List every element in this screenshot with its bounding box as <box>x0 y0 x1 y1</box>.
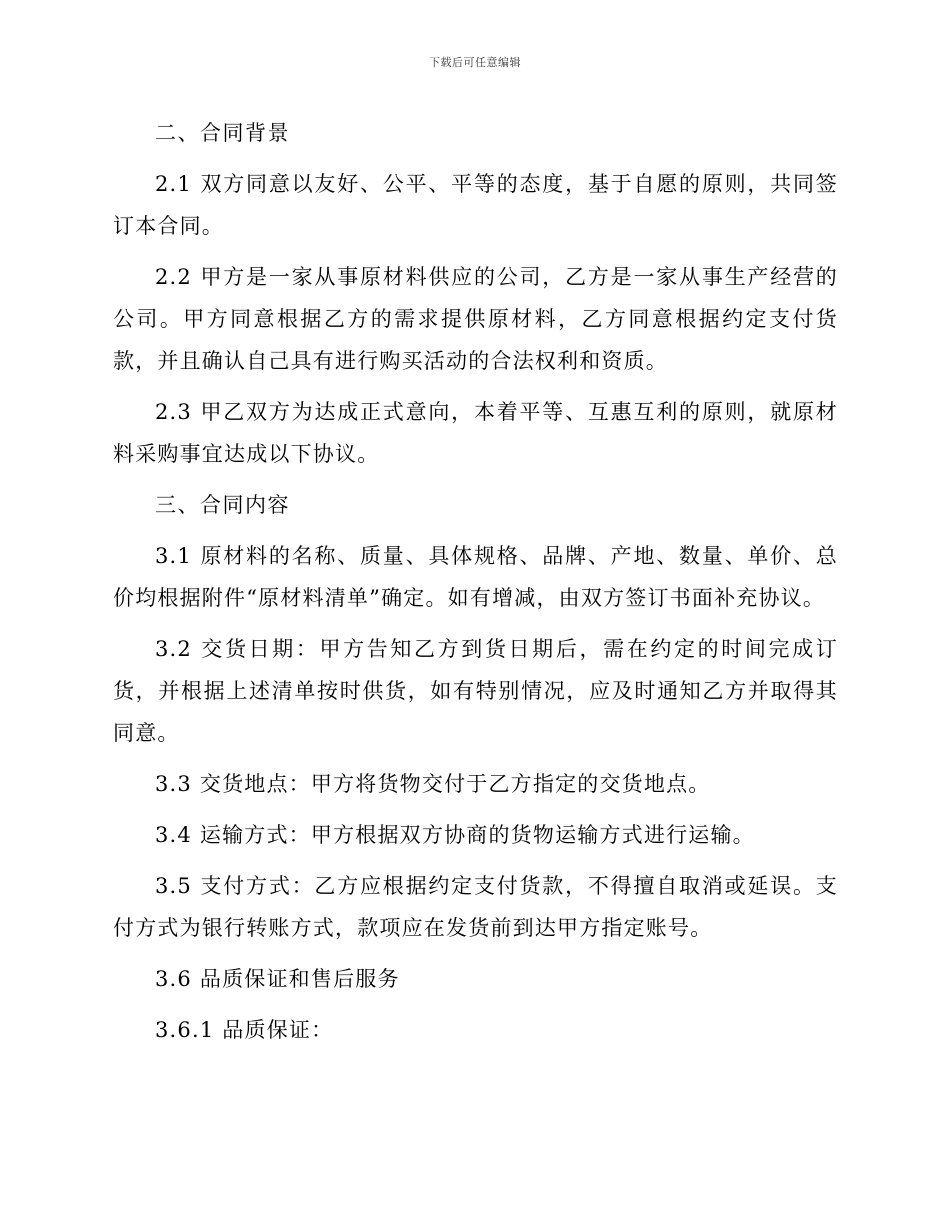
clause-3-6: 3.6 品质保证和售后服务 <box>155 967 400 991</box>
clause-3-4: 3.4 运输方式：甲方根据双方协商的货物运输方式进行运输。 <box>155 823 755 847</box>
clause-3-3: 3.3 交货地点：甲方将货物交付于乙方指定的交货地点。 <box>155 772 711 796</box>
document-body <box>113 112 838 1060</box>
header-note: 下载后可任意编辑 <box>429 56 521 69</box>
section-heading-content: 三、合同内容 <box>155 493 290 517</box>
section-heading-background: 二、合同背景 <box>155 121 290 145</box>
clause-3-5: 3.5 支付方式：乙方应根据约定支付货款，不得擅自取消或延误。支付方式为银行转账方式，款项应在发货前到达甲方指定账号。 <box>113 874 838 940</box>
clause-3-2: 3.2 交货日期：甲方告知乙方到货日期后，需在约定的时间完成订货，并根据上述清单按时供货，如有特别情况，应及时通知乙方并取得其同意。 <box>113 637 838 745</box>
clause-2-2: 2.2 甲方是一家从事原材料供应的公司，乙方是一家从事生产经营的公司。甲方同意根据乙方的需求提供原材料，乙方同意根据约定支付货款，并且确认自己具有进行购买活动的合法权利和资质。 <box>113 265 838 373</box>
clause-2-1: 2.1 双方同意以友好、公平、平等的态度，基于自愿的原则，共同签订本合同。 <box>113 172 838 238</box>
clause-3-1: 3.1 原材料的名称、质量、具体规格、品牌、产地、数量、单价、总价均根据附件“原材料清单”确定。如有增减，由双方签订书面补充协议。 <box>113 544 838 610</box>
clause-3-6-1: 3.6.1 品质保证： <box>155 1018 334 1042</box>
clause-2-3: 2.3 甲乙双方为达成正式意向，本着平等、互惠互利的原则，就原材料采购事宜达成以下协议。 <box>113 400 838 466</box>
